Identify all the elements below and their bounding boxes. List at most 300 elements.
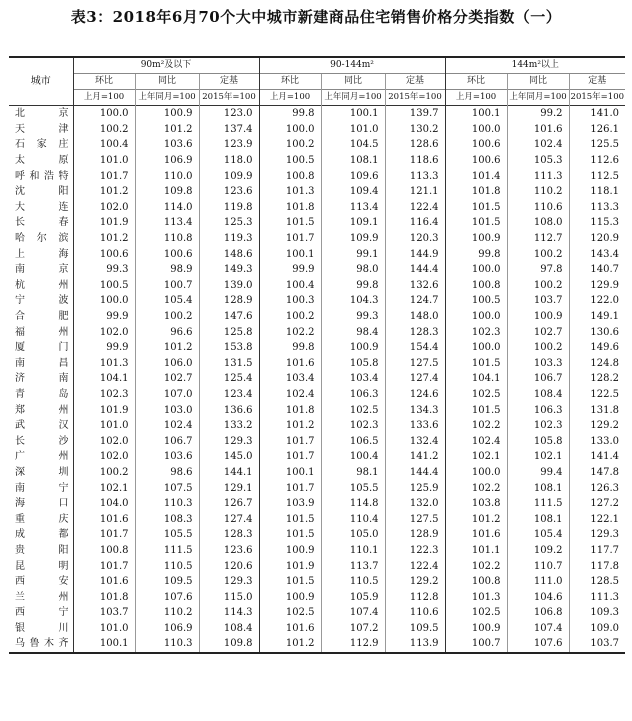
table-row: [9, 278, 625, 294]
index-value: 101.8: [259, 402, 321, 418]
index-value: 127.4: [199, 511, 259, 527]
index-value: 111.3: [569, 589, 625, 605]
index-value: 113.4: [135, 215, 199, 231]
index-value: 102.2: [445, 480, 507, 496]
table-row: [9, 137, 625, 153]
index-value: 101.9: [259, 558, 321, 574]
index-value: 100.5: [73, 278, 135, 294]
index-value: 109.8: [135, 184, 199, 200]
index-value: 102.2: [259, 324, 321, 340]
table-row: [9, 636, 625, 653]
index-value: 127.2: [569, 496, 625, 512]
index-value: 124.7: [385, 293, 445, 309]
index-value: 101.2: [445, 511, 507, 527]
index-value: 101.5: [445, 402, 507, 418]
index-value: 123.6: [199, 184, 259, 200]
index-value: 126.1: [569, 122, 625, 138]
index-value: 101.5: [259, 527, 321, 543]
index-value: 100.8: [445, 574, 507, 590]
index-value: 100.9: [259, 589, 321, 605]
index-value: 101.2: [259, 418, 321, 434]
index-value: 125.8: [199, 324, 259, 340]
index-value: 128.9: [199, 293, 259, 309]
table-row: [9, 558, 625, 574]
index-value: 99.3: [73, 262, 135, 278]
index-value: 101.5: [259, 215, 321, 231]
index-value: 99.3: [321, 309, 385, 325]
index-value: 100.2: [259, 309, 321, 325]
index-value: 107.6: [507, 636, 569, 653]
table-row: [9, 465, 625, 481]
index-value: 129.1: [199, 480, 259, 496]
index-value: 108.4: [199, 621, 259, 637]
index-value: 104.1: [73, 371, 135, 387]
index-value: 107.4: [321, 605, 385, 621]
city-name: 厦门: [15, 342, 69, 354]
index-value: 148.6: [199, 246, 259, 262]
index-value: 99.8: [259, 106, 321, 122]
index-value: 109.6: [321, 168, 385, 184]
table-row: [9, 387, 625, 403]
city-name: 武汉: [15, 420, 69, 432]
index-value: 101.5: [259, 511, 321, 527]
index-value: 101.7: [259, 480, 321, 496]
index-value: 147.6: [199, 309, 259, 325]
index-value: 101.2: [259, 636, 321, 653]
index-value: 100.8: [73, 543, 135, 559]
index-value: 102.3: [73, 387, 135, 403]
index-value: 100.6: [445, 137, 507, 153]
index-value: 100.9: [321, 340, 385, 356]
index-value: 101.9: [73, 402, 135, 418]
index-value: 104.3: [321, 293, 385, 309]
index-value: 149.1: [569, 309, 625, 325]
index-value: 112.5: [569, 168, 625, 184]
index-value: 101.6: [507, 122, 569, 138]
index-value: 100.4: [321, 449, 385, 465]
table-row: [9, 184, 625, 200]
index-value: 102.0: [73, 324, 135, 340]
city-name: 海口: [15, 498, 69, 510]
index-value: 112.6: [569, 153, 625, 169]
index-value: 101.6: [73, 511, 135, 527]
sub-header-mom: 环比: [73, 74, 135, 90]
city-name: 济南: [15, 373, 69, 385]
index-value: 122.0: [569, 293, 625, 309]
index-value: 109.4: [321, 184, 385, 200]
city-name: 宁波: [15, 295, 69, 307]
index-value: 106.8: [507, 605, 569, 621]
index-value: 110.7: [507, 558, 569, 574]
index-value: 98.6: [135, 465, 199, 481]
index-value: 144.4: [385, 465, 445, 481]
index-value: 101.7: [259, 449, 321, 465]
index-value: 103.8: [445, 496, 507, 512]
index-value: 111.3: [507, 168, 569, 184]
city-name: 乌鲁木齐: [15, 638, 69, 650]
index-value: 112.8: [385, 589, 445, 605]
index-value: 105.8: [321, 356, 385, 372]
index-value: 100.7: [445, 636, 507, 653]
city-name: 深圳: [15, 466, 69, 478]
index-value: 101.6: [259, 621, 321, 637]
index-value: 119.8: [199, 200, 259, 216]
index-value: 100.4: [259, 278, 321, 294]
table-row: [9, 246, 625, 262]
index-value: 100.7: [135, 278, 199, 294]
table-row: [9, 621, 625, 637]
index-value: 109.9: [199, 168, 259, 184]
index-value: 124.8: [569, 356, 625, 372]
index-value: 100.2: [73, 122, 135, 138]
index-value: 100.3: [259, 293, 321, 309]
index-value: 107.4: [507, 621, 569, 637]
index-value: 100.2: [259, 137, 321, 153]
index-value: 102.0: [73, 449, 135, 465]
index-value: 139.0: [199, 278, 259, 294]
base-header-yoy: 上年同月=100: [507, 90, 569, 106]
index-value: 147.8: [569, 465, 625, 481]
index-value: 113.4: [321, 200, 385, 216]
index-value: 102.5: [259, 605, 321, 621]
index-value: 133.0: [569, 433, 625, 449]
index-value: 100.1: [259, 246, 321, 262]
city-name: 长沙: [15, 435, 69, 447]
group-header-large: 144m²以上: [445, 57, 625, 74]
index-value: 139.7: [385, 106, 445, 122]
index-value: 97.8: [507, 262, 569, 278]
index-value: 106.3: [507, 402, 569, 418]
index-value: 101.4: [445, 168, 507, 184]
index-value: 103.7: [507, 293, 569, 309]
index-value: 103.7: [73, 605, 135, 621]
index-value: 129.3: [569, 527, 625, 543]
table-row: [9, 168, 625, 184]
city-name: 合肥: [15, 311, 69, 323]
index-value: 128.9: [385, 527, 445, 543]
index-value: 114.8: [321, 496, 385, 512]
index-value: 106.9: [135, 153, 199, 169]
index-value: 101.5: [259, 574, 321, 590]
index-value: 131.5: [199, 356, 259, 372]
index-value: 130.2: [385, 122, 445, 138]
base-header-fixed: 2015年=100: [569, 90, 625, 106]
index-value: 100.0: [259, 122, 321, 138]
index-value: 132.0: [385, 496, 445, 512]
index-value: 118.0: [199, 153, 259, 169]
table-row: [9, 543, 625, 559]
index-value: 144.9: [385, 246, 445, 262]
index-value: 140.7: [569, 262, 625, 278]
index-value: 129.2: [569, 418, 625, 434]
index-value: 99.2: [507, 106, 569, 122]
group-header-medium: 90-144m²: [259, 57, 445, 74]
city-name: 成都: [15, 529, 69, 541]
index-value: 99.9: [73, 309, 135, 325]
index-value: 115.3: [569, 215, 625, 231]
city-name: 哈尔滨: [15, 233, 69, 245]
city-name: 大连: [15, 201, 69, 213]
city-name: 南京: [15, 264, 69, 276]
index-value: 100.2: [507, 340, 569, 356]
index-value: 101.7: [73, 527, 135, 543]
table-row: [9, 262, 625, 278]
index-value: 103.6: [135, 449, 199, 465]
index-value: 114.0: [135, 200, 199, 216]
index-value: 100.8: [259, 168, 321, 184]
index-value: 99.4: [507, 465, 569, 481]
index-value: 102.5: [445, 387, 507, 403]
index-value: 105.5: [321, 480, 385, 496]
index-value: 110.5: [321, 574, 385, 590]
index-value: 108.3: [135, 511, 199, 527]
index-value: 100.0: [445, 122, 507, 138]
index-value: 101.7: [259, 231, 321, 247]
index-value: 141.2: [385, 449, 445, 465]
index-value: 113.7: [321, 558, 385, 574]
table-row: [9, 309, 625, 325]
index-value: 101.0: [321, 122, 385, 138]
index-value: 110.2: [135, 605, 199, 621]
index-value: 101.3: [259, 184, 321, 200]
table-body: [9, 106, 625, 653]
index-value: 98.4: [321, 324, 385, 340]
index-value: 127.4: [385, 371, 445, 387]
index-value: 105.8: [507, 433, 569, 449]
index-value: 145.0: [199, 449, 259, 465]
index-value: 141.4: [569, 449, 625, 465]
index-value: 102.1: [73, 480, 135, 496]
index-value: 99.8: [445, 246, 507, 262]
index-value: 101.3: [73, 356, 135, 372]
index-value: 125.4: [199, 371, 259, 387]
index-value: 132.6: [385, 278, 445, 294]
index-value: 101.2: [73, 184, 135, 200]
index-value: 102.4: [135, 418, 199, 434]
index-value: 109.9: [321, 231, 385, 247]
index-value: 103.3: [507, 356, 569, 372]
index-value: 102.1: [507, 449, 569, 465]
index-value: 100.5: [259, 153, 321, 169]
index-value: 102.0: [73, 200, 135, 216]
index-value: 101.5: [445, 200, 507, 216]
index-value: 107.5: [135, 480, 199, 496]
index-value: 104.5: [321, 137, 385, 153]
index-value: 108.1: [507, 511, 569, 527]
index-value: 128.3: [385, 324, 445, 340]
index-value: 129.3: [199, 574, 259, 590]
index-value: 109.5: [135, 574, 199, 590]
index-value: 148.0: [385, 309, 445, 325]
index-value: 113.9: [385, 636, 445, 653]
index-value: 127.5: [385, 356, 445, 372]
index-value: 102.4: [507, 137, 569, 153]
city-name: 沈阳: [15, 186, 69, 198]
index-value: 101.6: [445, 527, 507, 543]
index-value: 110.5: [135, 558, 199, 574]
sub-header-base: 定基: [569, 74, 625, 90]
table-row: [9, 293, 625, 309]
index-value: 125.9: [385, 480, 445, 496]
index-value: 110.6: [385, 605, 445, 621]
index-value: 118.1: [569, 184, 625, 200]
index-value: 101.7: [73, 168, 135, 184]
table-row: [9, 371, 625, 387]
index-value: 99.9: [259, 262, 321, 278]
index-value: 102.7: [507, 324, 569, 340]
table-row: [9, 605, 625, 621]
index-value: 105.0: [321, 527, 385, 543]
index-value: 100.0: [73, 293, 135, 309]
index-value: 100.0: [73, 106, 135, 122]
index-value: 109.1: [321, 215, 385, 231]
index-value: 107.0: [135, 387, 199, 403]
index-value: 99.9: [73, 340, 135, 356]
index-value: 137.4: [199, 122, 259, 138]
index-value: 132.4: [385, 433, 445, 449]
index-value: 120.9: [569, 231, 625, 247]
index-value: 96.6: [135, 324, 199, 340]
index-value: 107.6: [135, 589, 199, 605]
index-value: 101.0: [73, 153, 135, 169]
table-row: [9, 215, 625, 231]
index-value: 118.6: [385, 153, 445, 169]
index-value: 117.8: [569, 558, 625, 574]
index-value: 122.4: [385, 200, 445, 216]
base-header-mom: 上月=100: [259, 90, 321, 106]
index-value: 101.9: [73, 215, 135, 231]
index-value: 102.3: [507, 418, 569, 434]
base-header-yoy: 上年同月=100: [321, 90, 385, 106]
index-value: 111.5: [135, 543, 199, 559]
city-name: 长春: [15, 217, 69, 229]
index-value: 100.0: [445, 340, 507, 356]
index-value: 122.3: [385, 543, 445, 559]
index-value: 100.9: [445, 621, 507, 637]
index-value: 101.5: [445, 356, 507, 372]
index-value: 99.8: [321, 278, 385, 294]
index-value: 134.3: [385, 402, 445, 418]
index-value: 100.2: [507, 278, 569, 294]
table-row: [9, 231, 625, 247]
index-value: 126.7: [199, 496, 259, 512]
sub-header-base: 定基: [199, 74, 259, 90]
index-value: 144.1: [199, 465, 259, 481]
index-value: 130.6: [569, 324, 625, 340]
index-value: 106.5: [321, 433, 385, 449]
city-name: 西安: [15, 576, 69, 588]
index-value: 109.0: [569, 621, 625, 637]
index-value: 110.1: [321, 543, 385, 559]
index-value: 121.1: [385, 184, 445, 200]
index-value: 102.5: [445, 605, 507, 621]
index-value: 120.6: [199, 558, 259, 574]
index-value: 100.1: [445, 106, 507, 122]
sub-header-yoy: 同比: [135, 74, 199, 90]
index-value: 109.3: [569, 605, 625, 621]
index-value: 100.0: [445, 309, 507, 325]
city-name: 西宁: [15, 607, 69, 619]
city-name: 上海: [15, 248, 69, 260]
table-row: [9, 340, 625, 356]
index-value: 102.0: [73, 433, 135, 449]
index-value: 104.1: [445, 371, 507, 387]
city-name: 北京: [9, 106, 73, 122]
index-value: 105.4: [507, 527, 569, 543]
index-value: 101.2: [73, 231, 135, 247]
index-value: 101.8: [73, 589, 135, 605]
table-row: [9, 106, 625, 122]
sub-header-mom: 环比: [259, 74, 321, 90]
sub-header-yoy: 同比: [321, 74, 385, 90]
index-value: 103.4: [321, 371, 385, 387]
index-value: 111.5: [507, 496, 569, 512]
index-value: 129.2: [385, 574, 445, 590]
index-value: 106.0: [135, 356, 199, 372]
index-value: 119.3: [199, 231, 259, 247]
index-value: 128.3: [199, 527, 259, 543]
index-value: 100.1: [73, 636, 135, 653]
index-value: 105.5: [135, 527, 199, 543]
base-header-fixed: 2015年=100: [199, 90, 259, 106]
index-value: 144.4: [385, 262, 445, 278]
city-name: 呼和浩特: [15, 170, 69, 182]
base-header-yoy: 上年同月=100: [135, 90, 199, 106]
index-value: 106.7: [507, 371, 569, 387]
table-title: 表3：2018年6月70个大中城市新建商品住宅销售价格分类指数（一）: [70, 8, 562, 26]
index-value: 110.3: [135, 636, 199, 653]
index-value: 98.0: [321, 262, 385, 278]
index-value: 103.0: [135, 402, 199, 418]
index-value: 109.8: [199, 636, 259, 653]
table-row: [9, 324, 625, 340]
index-value: 103.4: [259, 371, 321, 387]
index-value: 128.6: [385, 137, 445, 153]
index-value: 143.4: [569, 246, 625, 262]
index-value: 127.5: [385, 511, 445, 527]
index-value: 104.6: [507, 589, 569, 605]
index-value: 101.0: [73, 418, 135, 434]
index-value: 120.3: [385, 231, 445, 247]
index-value: 102.3: [445, 324, 507, 340]
index-value: 101.8: [259, 200, 321, 216]
index-value: 117.7: [569, 543, 625, 559]
index-value: 100.5: [445, 293, 507, 309]
index-value: 101.8: [445, 184, 507, 200]
index-value: 122.1: [569, 511, 625, 527]
index-value: 100.6: [445, 153, 507, 169]
table-row: [9, 527, 625, 543]
city-name: 福州: [15, 326, 69, 338]
table-row: [9, 449, 625, 465]
base-header-mom: 上月=100: [73, 90, 135, 106]
table-row: [9, 574, 625, 590]
city-name: 石家庄: [15, 139, 69, 151]
index-value: 101.1: [445, 543, 507, 559]
index-value: 126.3: [569, 480, 625, 496]
index-value: 133.6: [385, 418, 445, 434]
index-value: 106.3: [321, 387, 385, 403]
index-value: 105.4: [135, 293, 199, 309]
city-name: 郑州: [15, 404, 69, 416]
index-value: 110.0: [135, 168, 199, 184]
index-value: 110.4: [321, 511, 385, 527]
table-row: [9, 496, 625, 512]
index-value: 107.2: [321, 621, 385, 637]
index-value: 122.4: [385, 558, 445, 574]
index-value: 153.8: [199, 340, 259, 356]
index-value: 110.6: [507, 200, 569, 216]
